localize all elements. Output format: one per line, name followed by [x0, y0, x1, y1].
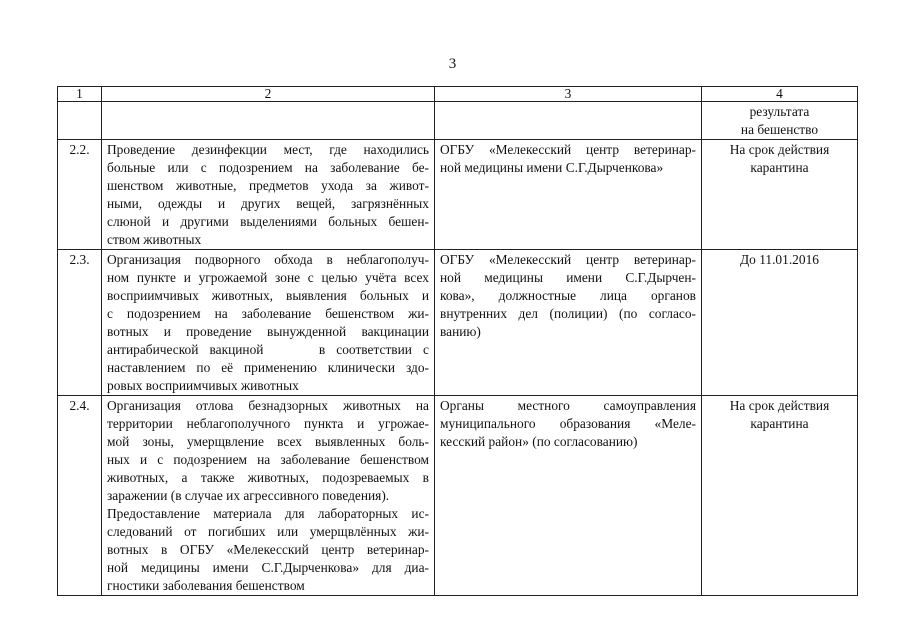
continuation-col-2 — [102, 102, 435, 140]
text-line: Предоставление материала для лабораторных ис- — [107, 506, 429, 521]
text-line: До 11.01.2016 — [740, 252, 819, 267]
text-line: Органы местного самоуправления — [440, 398, 696, 413]
text-line: ОГБУ «Мелекесский центр ветеринар- — [440, 252, 696, 267]
measures-table — [57, 86, 858, 596]
row-number: 2.2. — [58, 140, 102, 250]
text-line: Организация подворного обхода в неблагополуч- — [107, 252, 429, 267]
text-line: ными, одежды и других вещей, загрязнённых — [107, 196, 429, 211]
text-line: с подозрением на заболевание бешенством жи- — [107, 306, 429, 321]
text-line: животных, а также животных, подозреваемых в — [107, 470, 429, 485]
row-measure — [102, 250, 435, 396]
page-number: 3 — [448, 56, 457, 72]
table-header-row — [58, 87, 858, 102]
text-line: ством животных — [107, 232, 202, 247]
text-line: ной медицины имени С.Г.Дырчен- — [440, 270, 696, 285]
continuation-col-4 — [702, 102, 858, 140]
text-line: ванию) — [440, 324, 481, 339]
text-line: карантина — [750, 416, 809, 431]
row-executor — [435, 140, 702, 250]
continuation-row — [58, 102, 858, 140]
row-measure — [102, 396, 435, 596]
text-line: территории неблагополучного пункта и угрожае- — [107, 416, 429, 431]
row-executor — [435, 250, 702, 396]
text-line: ных и с подозрением на заболевание бешенством — [107, 452, 429, 467]
text-line: больные или с подозрением на заболевание бе- — [107, 160, 429, 175]
header-col-2: 2 — [102, 87, 435, 102]
text-line: На срок действия — [729, 398, 830, 413]
text-line: слюной и другими выделениями больных бешен- — [107, 214, 429, 229]
continuation-line: на бешенство — [740, 122, 819, 137]
text-line: вотных в ОГБУ «Мелекесский центр ветеринар- — [107, 542, 429, 557]
text-line: кова», должностные лица органов — [440, 288, 696, 303]
text-line: ровых восприимчивых животных — [107, 378, 299, 393]
row-measure — [102, 140, 435, 250]
text-line: муниципального образования «Меле- — [440, 416, 696, 431]
text-line: мой зоны, умерщвление всех выявленных боль- — [107, 434, 429, 449]
text-line: антирабической вакциной в соответствии с — [107, 342, 429, 357]
text-line: наставлением по её применению клинически здо- — [107, 360, 429, 375]
continuation-line: результата — [749, 104, 810, 119]
text-line: вотных и проведение вынужденной вакцинации — [107, 324, 429, 339]
table-row — [58, 140, 858, 250]
continuation-col-1 — [58, 102, 102, 140]
text-line: Проведение дезинфекции мест, где находились — [107, 142, 429, 157]
text-line: внутренних дел (полиции) (по согласо- — [440, 306, 696, 321]
text-line: кесский район» (по согласованию) — [440, 434, 638, 449]
header-col-1: 1 — [58, 87, 102, 102]
text-line: ОГБУ «Мелекесский центр ветеринар- — [440, 142, 696, 157]
continuation-col-3 — [435, 102, 702, 140]
row-executor — [435, 396, 702, 596]
text-line: ном пункте и угрожаемой зоне с целью учёта всех — [107, 270, 429, 285]
table-row — [58, 396, 858, 596]
text-line: ной медицины имени С.Г.Дырченкова» для диа- — [107, 560, 429, 575]
row-deadline — [702, 396, 858, 596]
text-line: восприимчивых животных, выявления больных и — [107, 288, 429, 303]
header-col-3: 3 — [435, 87, 702, 102]
text-line: следований от погибших или умерщвлённых жи- — [107, 524, 429, 539]
text-line: Организация отлова безнадзорных животных на — [107, 398, 429, 413]
text-line: На срок действия — [729, 142, 830, 157]
text-line: гностики заболевания бешенством — [107, 578, 305, 593]
table-row — [58, 250, 858, 396]
text-line: карантина — [750, 160, 809, 175]
row-number: 2.3. — [58, 250, 102, 396]
row-deadline — [702, 250, 858, 396]
row-number: 2.4. — [58, 396, 102, 596]
text-line: заражении (в случае их агрессивного поведения). — [107, 488, 390, 503]
text-line: ной медицины имени С.Г.Дырченкова» — [440, 160, 664, 175]
text-line: шенством животные, предметов ухода за живот- — [107, 178, 429, 193]
row-deadline — [702, 140, 858, 250]
header-col-4: 4 — [702, 87, 858, 102]
